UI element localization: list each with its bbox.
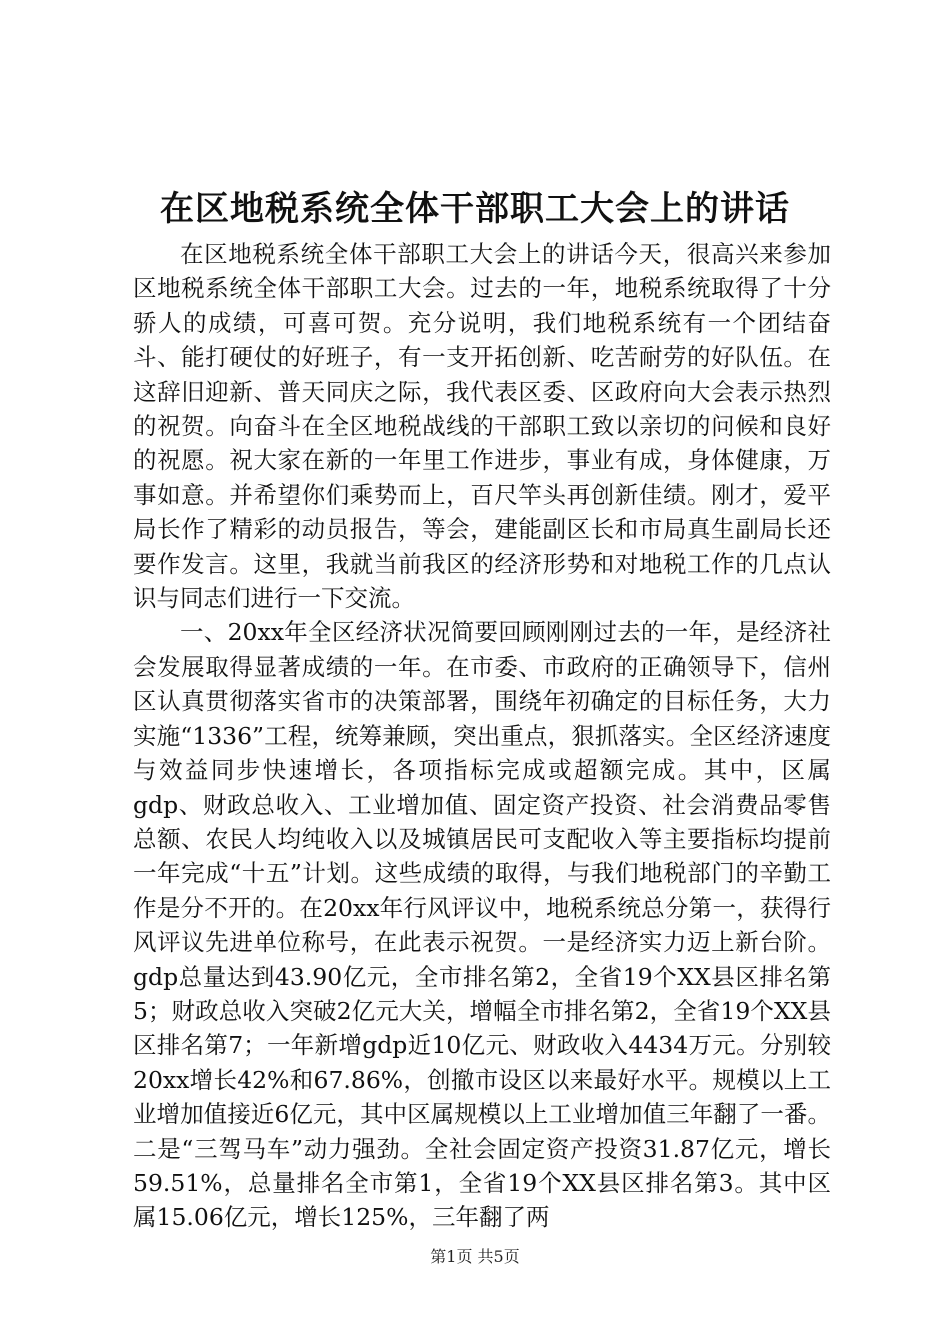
document-title: 在区地税系统全体干部职工大会上的讲话 — [160, 189, 790, 229]
page-number: 第1页 共5页 — [430, 1247, 520, 1266]
paragraph-economic-review: 一、20xx年全区经济状况简要回顾刚刚过去的一年，是经济社会发展取得显著成绩的一年。在市委、市政府的正确领导下，信州区认真贯彻落实省市的决策部署，围绕年初确定的目标任务，大力实施“1336”工程，统筹兼顾，突出重点，狠抓落实。全区经济速度与效益同步快速增长，各项指标完成或超额完成。其中，区属gdp、财政总收入、工业增加值、固定资产投资、社会消费品零售总额、农民人均纯收入以及城镇居民可支配收入等主要指标均提前一年完成“十五”计划。这些成绩的取得，与我们地税部门的辛勤工作是分不开的。在20xx年行风评议中，地税系统总分第一，获得行风评议先进单位称号，在此表示祝贺。一是经济实力迈上新台阶。gdp总量达到43.90亿元，全市排名第2，全省19个XX县区排名第5；财政总收入突破2亿元大关，增幅全市排名第2，全省19个XX县区排名第7；一年新增gdp近10亿元、财政收入4434万元。分别较20xx增长42%和67.86%，创撤市设区以来最好水平。规模以上工业增加值接近6亿元，其中区属规模以上工业增加值三年翻了一番。二是“三驾马车”动力强劲。全社会固定资产投资31.87亿元，增长59.51%，总量排名全市第1，全省19个XX县区排名第3。其中区属15.06亿元，增长125%，三年翻了两 — [133, 618, 831, 1232]
paragraph-intro: 在区地税系统全体干部职工大会上的讲话今天，很高兴来参加区地税系统全体干部职工大会。过去的一年，地税系统取得了十分骄人的成绩，可喜可贺。充分说明，我们地税系统有一个团结奋斗、能打硬仗的好班子，有一支开拓创新、吃苦耐劳的好队伍。在这辞旧迎新、普天同庆之际，我代表区委、区政府向大会表示热烈的祝贺。向奋斗在全区地税战线的干部职工致以亲切的问候和良好的祝愿。祝大家在新的一年里工作进步，事业有成，身体健康，万事如意。并希望你们乘势而上，百尺竿头再创新佳绩。刚才，爱平局长作了精彩的动员报告，等会，建能副区长和市局真生副局长还要作发言。这里，我就当前我区的经济形势和对地税工作的几点认识与同志们进行一下交流。 — [133, 240, 831, 613]
document-body — [133, 237, 831, 1235]
